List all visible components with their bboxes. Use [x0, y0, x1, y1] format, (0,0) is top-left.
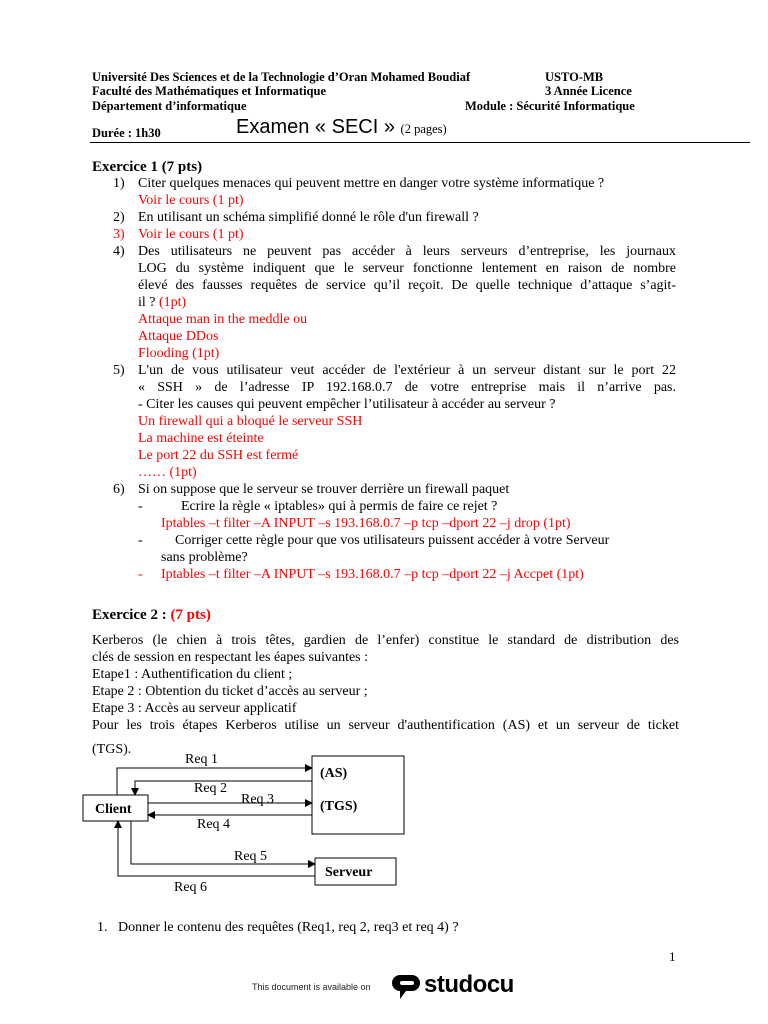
ex2-paragraph-line-1: Kerberos (le chien à trois têtes, gardien de l’enfer) constitue le standard de distribution des — [92, 633, 679, 648]
ex1-q4-answer-3: Flooding (1pt) — [138, 346, 220, 361]
ex1-q6a-dash: - — [138, 499, 143, 514]
ex2-paragraph-line-4: (TGS). — [92, 742, 132, 757]
footer-available-text: This document is available on — [252, 982, 371, 992]
ex1-q6b-line-2: sans problème? — [161, 550, 248, 565]
studocu-logo-icon[interactable] — [392, 972, 422, 1002]
ex1-q6a-answer: Iptables –t filter –A INPUT –s 193.168.0.7 –p tcp –dport 22 –j drop (1pt) — [161, 516, 571, 531]
label-serveur: Serveur — [325, 865, 373, 880]
exercise-2-title-text: Exercice 2 : — [92, 607, 167, 623]
exam-pages: (2 pages) — [400, 122, 447, 136]
ex2-q1-text: Donner le contenu des requêtes (Req1, req 2, req3 et req 4) ? — [118, 920, 459, 935]
ex1-q2-answer: Voir le cours (1 pt) — [138, 227, 244, 242]
page-number: 1 — [669, 949, 676, 964]
ex1-q3-number: 3) — [113, 227, 125, 242]
ex1-q5-answer-3: Le port 22 du SSH est fermé — [138, 448, 299, 463]
studocu-brand[interactable]: studocu — [424, 971, 514, 998]
ex2-paragraph-line-3: Pour les trois étapes Kerberos utilise un serveur d'authentification (AS) et un serveur de ticket — [92, 718, 679, 733]
ex1-q4-points: (1pt) — [159, 295, 187, 310]
university-name: Université Des Sciences et de la Technologie d’Oran Mohamed Boudiaf — [92, 70, 471, 84]
faculty-name: Faculté des Mathématiques et Informatique — [92, 84, 326, 98]
ex1-q4-line-1: Des utilisateurs ne peuvent pas accéder à leurs serveurs d’entreprise, les journaux — [138, 244, 676, 259]
ex1-q4-line-4-text: il ? — [138, 295, 156, 310]
ex1-q4-answer-2: Attaque DDos — [138, 329, 219, 344]
ex1-q6-number: 6) — [113, 482, 125, 497]
ex1-q5-line-3: - Citer les causes qui peuvent empêcher l’utilisateur à accéder au serveur ? — [138, 397, 556, 412]
ex1-q1-answer: Voir le cours (1 pt) — [138, 193, 244, 208]
label-client: Client — [95, 802, 132, 817]
ex1-q6b-dash: - — [138, 533, 143, 548]
ex1-q2-number: 2) — [113, 210, 125, 225]
ex2-paragraph-line-2: clés de session en respectant les éapes suivantes : — [92, 650, 369, 665]
ex2-q1-number: 1. — [97, 920, 108, 935]
ex1-q5-line-1: L'un de vous utilisateur veut accéder de l'extérieur à un serveur distant sur le port 22 — [138, 363, 676, 378]
label-req5: Req 5 — [234, 849, 268, 864]
ex1-q5-answer-2: La machine est éteinte — [138, 431, 264, 446]
ex1-q4-line-3: élevé des fausses requêtes de service qu’il reçoit. De quelle technique d’attaque s’agit- — [138, 278, 676, 293]
label-req1: Req 1 — [185, 752, 219, 767]
exercise-1-title: Exercice 1 (7 pts) — [92, 159, 203, 175]
ex1-q6b-line-1: Corriger cette règle pour que vos utilisateurs puissent accéder à votre Serveur — [175, 533, 610, 548]
label-req2: Req 2 — [194, 781, 228, 796]
studocu-logo-svg — [392, 972, 422, 1002]
ex1-q5-answer-1: Un firewall qui a bloqué le serveur SSH — [138, 414, 363, 429]
label-req3: Req 3 — [241, 792, 275, 807]
module-name: Module : Sécurité Informatique — [465, 99, 635, 113]
ex1-q5-number: 5) — [113, 363, 125, 378]
exam-title-text: Examen « SECI » — [236, 116, 395, 138]
ex1-q1-number: 1) — [113, 176, 125, 191]
university-abbr: USTO-MB — [545, 70, 604, 84]
ex1-q5-line-2: « SSH » de l’adresse IP 192.168.0.7 de votre entreprise mais il n’arrive pas. — [138, 380, 676, 395]
ex2-step-2: Etape 2 : Obtention du ticket d’accès au serveur ; — [92, 684, 368, 699]
ex1-q1-text: Citer quelques menaces qui peuvent mettre en danger votre système informatique ? — [138, 176, 605, 191]
label-as: (AS) — [320, 766, 348, 781]
ex1-q6a-text: Ecrire la règle « iptables» qui à permis de faire ce rejet ? — [181, 499, 498, 514]
ex1-q6-text: Si on suppose que le serveur se trouver derrière un firewall paquet — [138, 482, 510, 497]
department-name: Département d’informatique — [92, 99, 247, 113]
exam-duration: Durée : 1h30 — [92, 126, 161, 140]
ex1-q4-number: 4) — [113, 244, 125, 259]
ex1-q4-answer-1: Attaque man in the meddle ou — [138, 312, 308, 327]
label-req4: Req 4 — [197, 817, 231, 832]
ex1-q6b-answer: Iptables –t filter –A INPUT –s 193.168.0.7 –p tcp –dport 22 –j Accpet (1pt) — [161, 567, 584, 582]
ex1-q4-line-2: LOG du système indiquent que le serveur fonctionne lentement en raison de nombre — [138, 261, 676, 276]
label-req6: Req 6 — [174, 880, 208, 895]
ex1-q5-answer-4: …… (1pt) — [138, 465, 197, 480]
study-level: 3 Année Licence — [545, 84, 632, 98]
exercise-2-points: (7 pts) — [170, 607, 211, 623]
ex2-step-3: Etape 3 : Accès au serveur applicatif — [92, 701, 297, 716]
ex1-q2-text: En utilisant un schéma simplifié donné le rôle d'un firewall ? — [138, 210, 479, 225]
label-tgs: (TGS) — [320, 799, 358, 814]
ex2-step-1: Etape1 : Authentification du client ; — [92, 667, 293, 682]
ex1-q6b-answer-dash: - — [138, 567, 143, 582]
